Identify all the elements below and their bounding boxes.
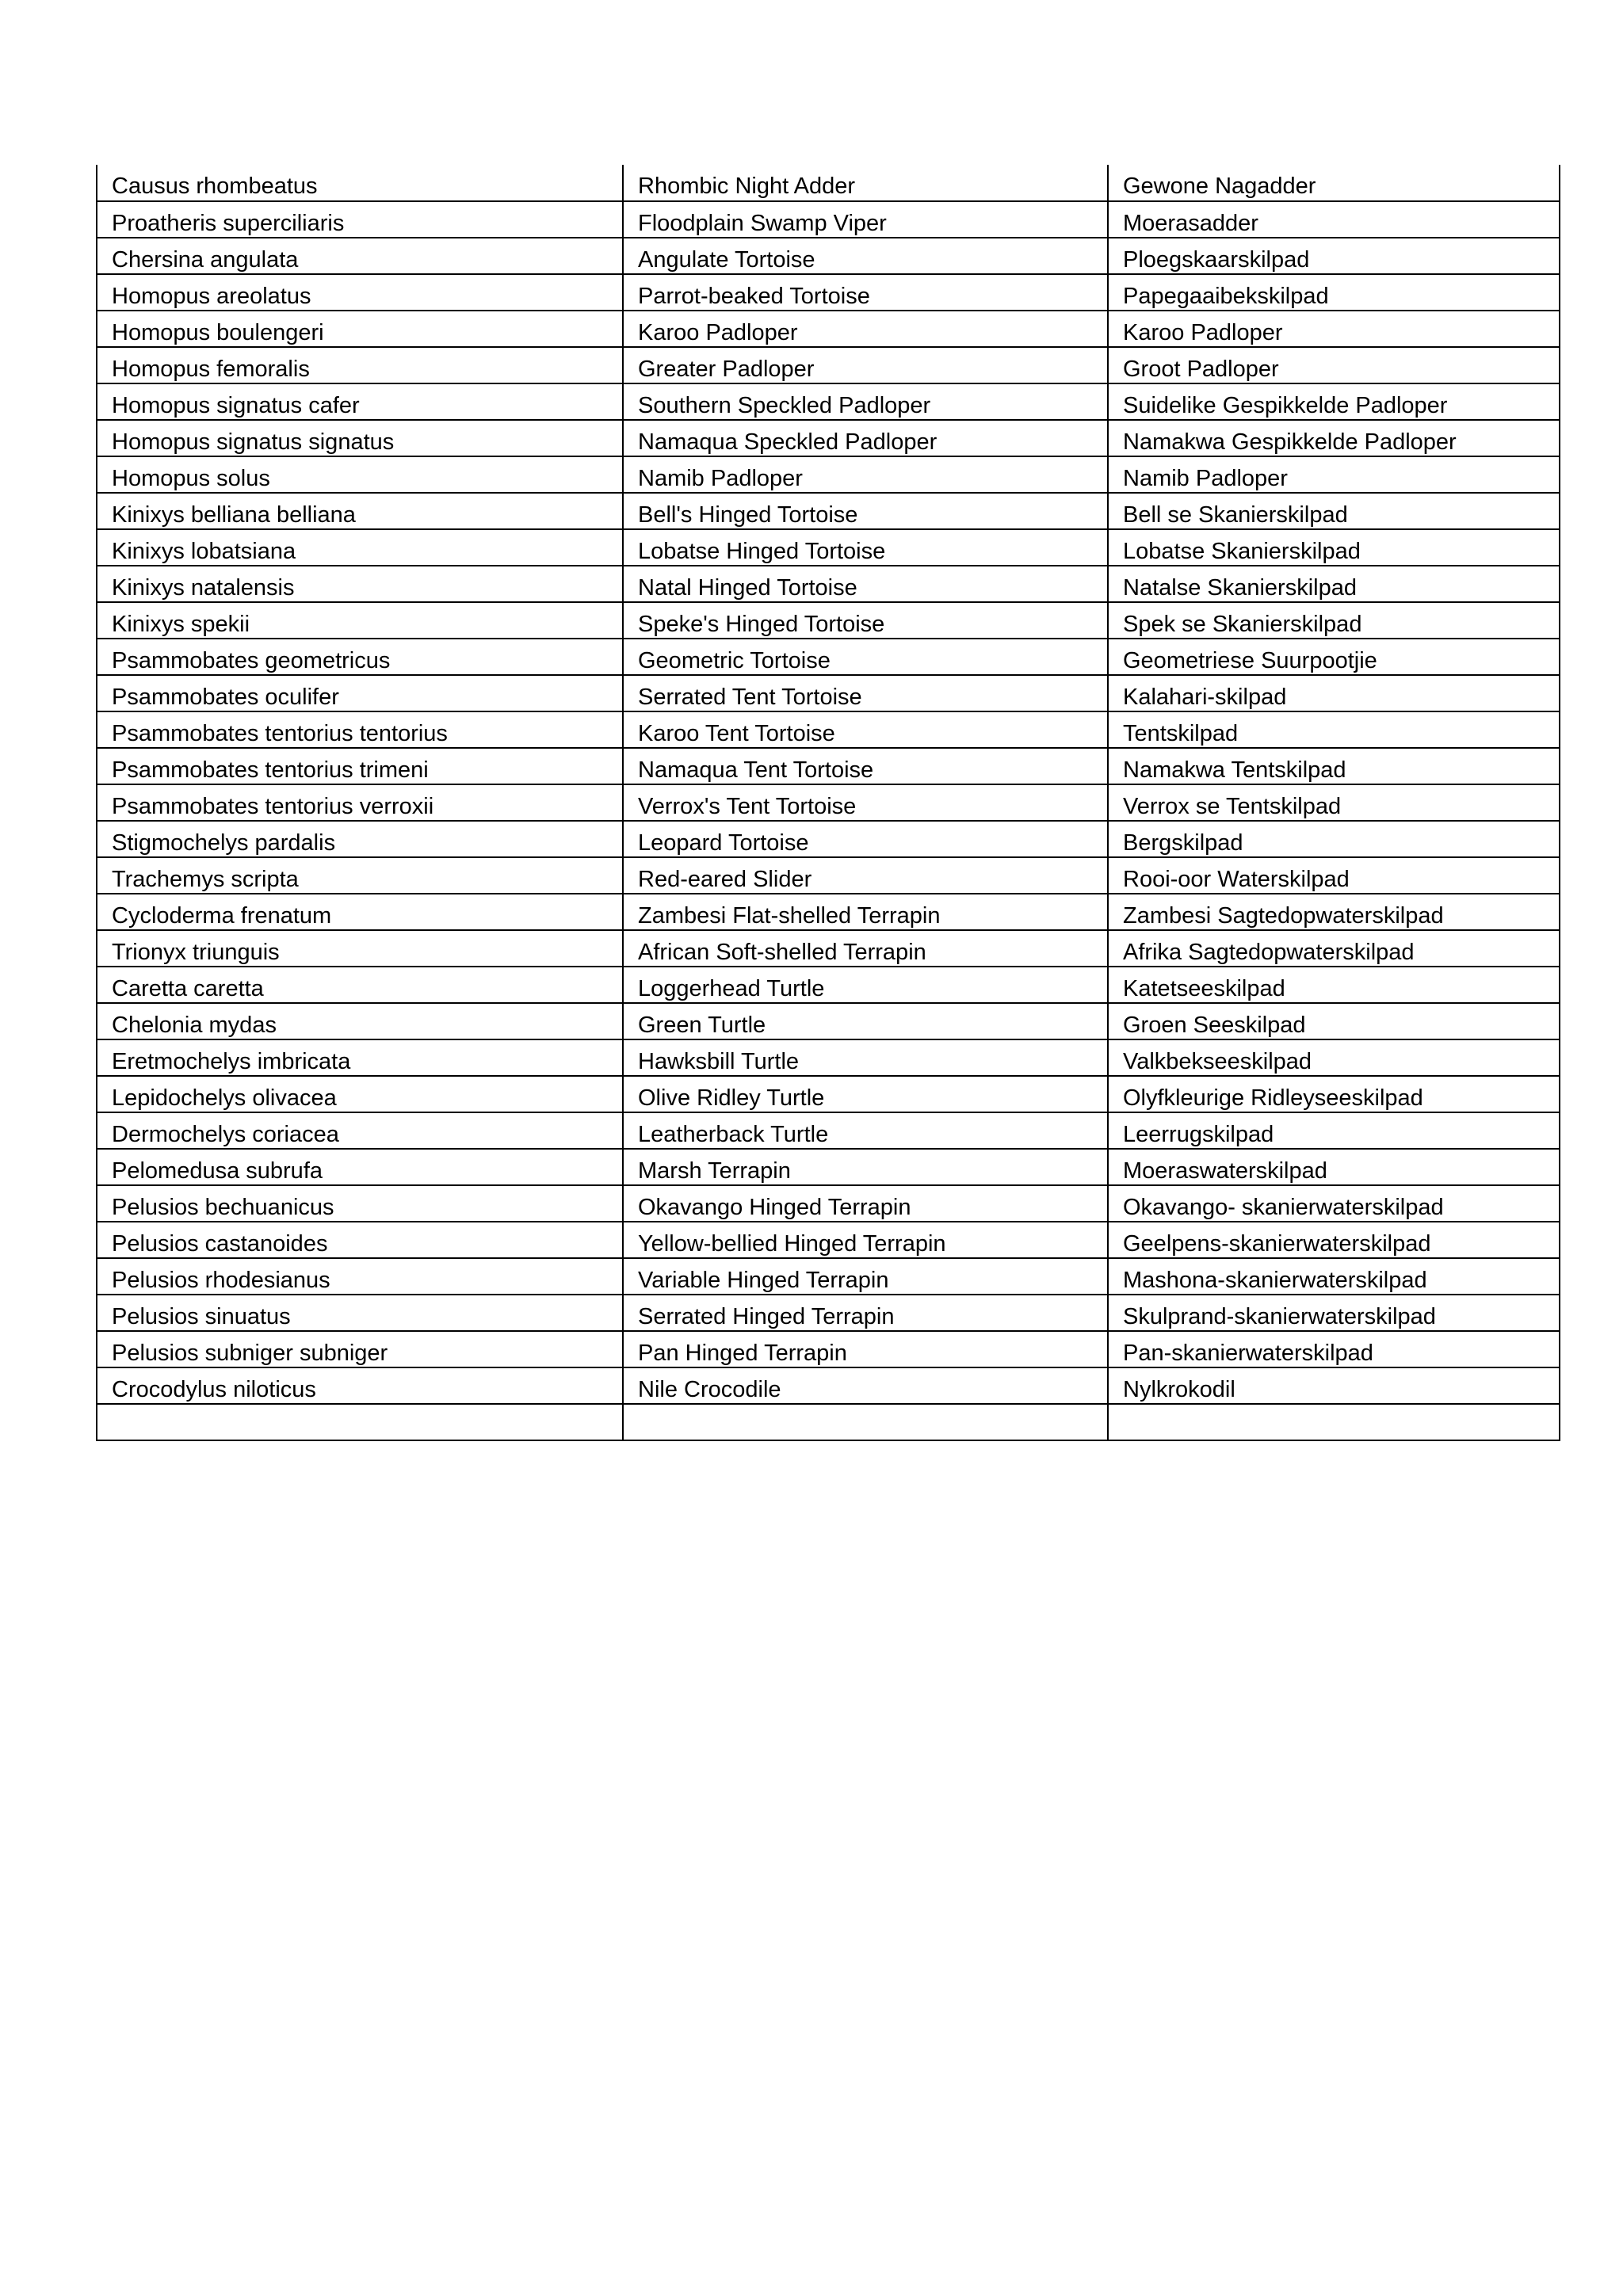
- scientific-name-cell: Trionyx triunguis: [97, 930, 623, 967]
- table-row: [97, 784, 1560, 821]
- table-row: [97, 1331, 1560, 1367]
- english-name-cell: Hawksbill Turtle: [623, 1039, 1108, 1076]
- english-name-cell: Olive Ridley Turtle: [623, 1076, 1108, 1112]
- english-name-cell: Rhombic Night Adder: [623, 165, 1108, 201]
- scientific-name-cell: Caretta caretta: [97, 967, 623, 1003]
- afrikaans-name-cell: Kalahari-skilpad: [1108, 675, 1560, 711]
- afrikaans-name-cell: Mashona-skanierwaterskilpad: [1108, 1258, 1560, 1295]
- english-name-cell: Okavango Hinged Terrapin: [623, 1185, 1108, 1222]
- afrikaans-name-cell: Bell se Skanierskilpad: [1108, 493, 1560, 529]
- english-name-cell: Loggerhead Turtle: [623, 967, 1108, 1003]
- scientific-name-cell: Chersina angulata: [97, 238, 623, 274]
- scientific-name-cell: Psammobates geometricus: [97, 639, 623, 675]
- afrikaans-name-cell: Namakwa Gespikkelde Padloper: [1108, 420, 1560, 456]
- table-row: [97, 675, 1560, 711]
- afrikaans-name-cell: Nylkrokodil: [1108, 1367, 1560, 1404]
- english-name-cell: Floodplain Swamp Viper: [623, 201, 1108, 238]
- scientific-name-cell: Pelusios castanoides: [97, 1222, 623, 1258]
- afrikaans-name-cell: Geometriese Suurpootjie: [1108, 639, 1560, 675]
- table-row: [97, 1185, 1560, 1222]
- table-row: [97, 1258, 1560, 1295]
- table-row: [97, 857, 1560, 894]
- afrikaans-name-cell: Namakwa Tentskilpad: [1108, 748, 1560, 784]
- english-name-cell: Southern Speckled Padloper: [623, 383, 1108, 420]
- english-name-cell: Variable Hinged Terrapin: [623, 1258, 1108, 1295]
- scientific-name-cell: Chelonia mydas: [97, 1003, 623, 1039]
- scientific-name-cell: Homopus areolatus: [97, 274, 623, 311]
- english-name-cell: Angulate Tortoise: [623, 238, 1108, 274]
- scientific-name-cell: Homopus femoralis: [97, 347, 623, 383]
- english-name-cell: Geometric Tortoise: [623, 639, 1108, 675]
- scientific-name-cell: Eretmochelys imbricata: [97, 1039, 623, 1076]
- scientific-name-cell: Homopus signatus cafer: [97, 383, 623, 420]
- english-name-cell: African Soft-shelled Terrapin: [623, 930, 1108, 967]
- afrikaans-name-cell: Verrox se Tentskilpad: [1108, 784, 1560, 821]
- scientific-name-cell: Psammobates tentorius trimeni: [97, 748, 623, 784]
- afrikaans-name-cell: Karoo Padloper: [1108, 311, 1560, 347]
- afrikaans-name-cell: Olyfkleurige Ridleyseeskilpad: [1108, 1076, 1560, 1112]
- table-row: [97, 1076, 1560, 1112]
- english-name-cell: Marsh Terrapin: [623, 1149, 1108, 1185]
- table-row: [97, 529, 1560, 566]
- scientific-name-cell: Psammobates tentorius verroxii: [97, 784, 623, 821]
- table-row: [97, 456, 1560, 493]
- table-row: [97, 1149, 1560, 1185]
- english-name-cell: Speke's Hinged Tortoise: [623, 602, 1108, 639]
- scientific-name-cell: Kinixys belliana belliana: [97, 493, 623, 529]
- scientific-name-cell: Psammobates tentorius tentorius: [97, 711, 623, 748]
- english-name-cell: [623, 1404, 1108, 1440]
- afrikaans-name-cell: Gewone Nagadder: [1108, 165, 1560, 201]
- afrikaans-name-cell: Okavango- skanierwaterskilpad: [1108, 1185, 1560, 1222]
- scientific-name-cell: Pelusios subniger subniger: [97, 1331, 623, 1367]
- table-row: [97, 711, 1560, 748]
- table-row: [97, 274, 1560, 311]
- table-row: [97, 639, 1560, 675]
- scientific-name-cell: Cycloderma frenatum: [97, 894, 623, 930]
- scientific-name-cell: Lepidochelys olivacea: [97, 1076, 623, 1112]
- english-name-cell: Verrox's Tent Tortoise: [623, 784, 1108, 821]
- afrikaans-name-cell: Moeraswaterskilpad: [1108, 1149, 1560, 1185]
- afrikaans-name-cell: Lobatse Skanierskilpad: [1108, 529, 1560, 566]
- english-name-cell: Nile Crocodile: [623, 1367, 1108, 1404]
- afrikaans-name-cell: Afrika Sagtedopwaterskilpad: [1108, 930, 1560, 967]
- table-row: [97, 238, 1560, 274]
- scientific-name-cell: Pelusios bechuanicus: [97, 1185, 623, 1222]
- scientific-name-cell: [97, 1404, 623, 1440]
- table-row: [97, 566, 1560, 602]
- scientific-name-cell: Homopus solus: [97, 456, 623, 493]
- english-name-cell: Karoo Tent Tortoise: [623, 711, 1108, 748]
- english-name-cell: Yellow-bellied Hinged Terrapin: [623, 1222, 1108, 1258]
- table-row: [97, 165, 1560, 201]
- table-row: [97, 967, 1560, 1003]
- scientific-name-cell: Proatheris superciliaris: [97, 201, 623, 238]
- table-row: [97, 347, 1560, 383]
- afrikaans-name-cell: Geelpens-skanierwaterskilpad: [1108, 1222, 1560, 1258]
- afrikaans-name-cell: Leerrugskilpad: [1108, 1112, 1560, 1149]
- scientific-name-cell: Causus rhombeatus: [97, 165, 623, 201]
- afrikaans-name-cell: Ploegskaarskilpad: [1108, 238, 1560, 274]
- afrikaans-name-cell: Valkbekseeskilpad: [1108, 1039, 1560, 1076]
- english-name-cell: Namaqua Tent Tortoise: [623, 748, 1108, 784]
- afrikaans-name-cell: Papegaaibekskilpad: [1108, 274, 1560, 311]
- scientific-name-cell: Psammobates oculifer: [97, 675, 623, 711]
- table-row: [97, 602, 1560, 639]
- scientific-name-cell: Pelomedusa subrufa: [97, 1149, 623, 1185]
- afrikaans-name-cell: [1108, 1404, 1560, 1440]
- scientific-name-cell: Kinixys spekii: [97, 602, 623, 639]
- afrikaans-name-cell: Katetseeskilpad: [1108, 967, 1560, 1003]
- english-name-cell: Green Turtle: [623, 1003, 1108, 1039]
- english-name-cell: Serrated Hinged Terrapin: [623, 1295, 1108, 1331]
- afrikaans-name-cell: Bergskilpad: [1108, 821, 1560, 857]
- afrikaans-name-cell: Skulprand-skanierwaterskilpad: [1108, 1295, 1560, 1331]
- afrikaans-name-cell: Pan-skanierwaterskilpad: [1108, 1331, 1560, 1367]
- afrikaans-name-cell: Groen Seeskilpad: [1108, 1003, 1560, 1039]
- scientific-name-cell: Crocodylus niloticus: [97, 1367, 623, 1404]
- english-name-cell: Leopard Tortoise: [623, 821, 1108, 857]
- english-name-cell: Zambesi Flat-shelled Terrapin: [623, 894, 1108, 930]
- english-name-cell: Serrated Tent Tortoise: [623, 675, 1108, 711]
- english-name-cell: Greater Padloper: [623, 347, 1108, 383]
- table-row: [97, 1367, 1560, 1404]
- table-row: [97, 894, 1560, 930]
- scientific-name-cell: Dermochelys coriacea: [97, 1112, 623, 1149]
- english-name-cell: Leatherback Turtle: [623, 1112, 1108, 1149]
- species-names-table: [96, 165, 1560, 1441]
- afrikaans-name-cell: Namib Padloper: [1108, 456, 1560, 493]
- english-name-cell: Parrot-beaked Tortoise: [623, 274, 1108, 311]
- afrikaans-name-cell: Spek se Skanierskilpad: [1108, 602, 1560, 639]
- table-row: [97, 1222, 1560, 1258]
- table-row: [97, 1039, 1560, 1076]
- english-name-cell: Natal Hinged Tortoise: [623, 566, 1108, 602]
- english-name-cell: Lobatse Hinged Tortoise: [623, 529, 1108, 566]
- afrikaans-name-cell: Groot Padloper: [1108, 347, 1560, 383]
- afrikaans-name-cell: Natalse Skanierskilpad: [1108, 566, 1560, 602]
- english-name-cell: Namaqua Speckled Padloper: [623, 420, 1108, 456]
- english-name-cell: Namib Padloper: [623, 456, 1108, 493]
- table-row: [97, 1003, 1560, 1039]
- scientific-name-cell: Homopus boulengeri: [97, 311, 623, 347]
- table-row: [97, 493, 1560, 529]
- table-row: [97, 201, 1560, 238]
- scientific-name-cell: Kinixys natalensis: [97, 566, 623, 602]
- table-row: [97, 1112, 1560, 1149]
- table-row: [97, 1295, 1560, 1331]
- scientific-name-cell: Stigmochelys pardalis: [97, 821, 623, 857]
- afrikaans-name-cell: Rooi-oor Waterskilpad: [1108, 857, 1560, 894]
- table-row: [97, 420, 1560, 456]
- table-row: [97, 383, 1560, 420]
- scientific-name-cell: Trachemys scripta: [97, 857, 623, 894]
- english-name-cell: Karoo Padloper: [623, 311, 1108, 347]
- table-body: [97, 165, 1560, 1440]
- afrikaans-name-cell: Suidelike Gespikkelde Padloper: [1108, 383, 1560, 420]
- table-row: [97, 1404, 1560, 1440]
- scientific-name-cell: Pelusios sinuatus: [97, 1295, 623, 1331]
- table-row: [97, 821, 1560, 857]
- english-name-cell: Red-eared Slider: [623, 857, 1108, 894]
- english-name-cell: Bell's Hinged Tortoise: [623, 493, 1108, 529]
- scientific-name-cell: Homopus signatus signatus: [97, 420, 623, 456]
- table-row: [97, 930, 1560, 967]
- scientific-name-cell: Kinixys lobatsiana: [97, 529, 623, 566]
- afrikaans-name-cell: Zambesi Sagtedopwaterskilpad: [1108, 894, 1560, 930]
- table-row: [97, 311, 1560, 347]
- scientific-name-cell: Pelusios rhodesianus: [97, 1258, 623, 1295]
- english-name-cell: Pan Hinged Terrapin: [623, 1331, 1108, 1367]
- table-row: [97, 748, 1560, 784]
- afrikaans-name-cell: Tentskilpad: [1108, 711, 1560, 748]
- afrikaans-name-cell: Moerasadder: [1108, 201, 1560, 238]
